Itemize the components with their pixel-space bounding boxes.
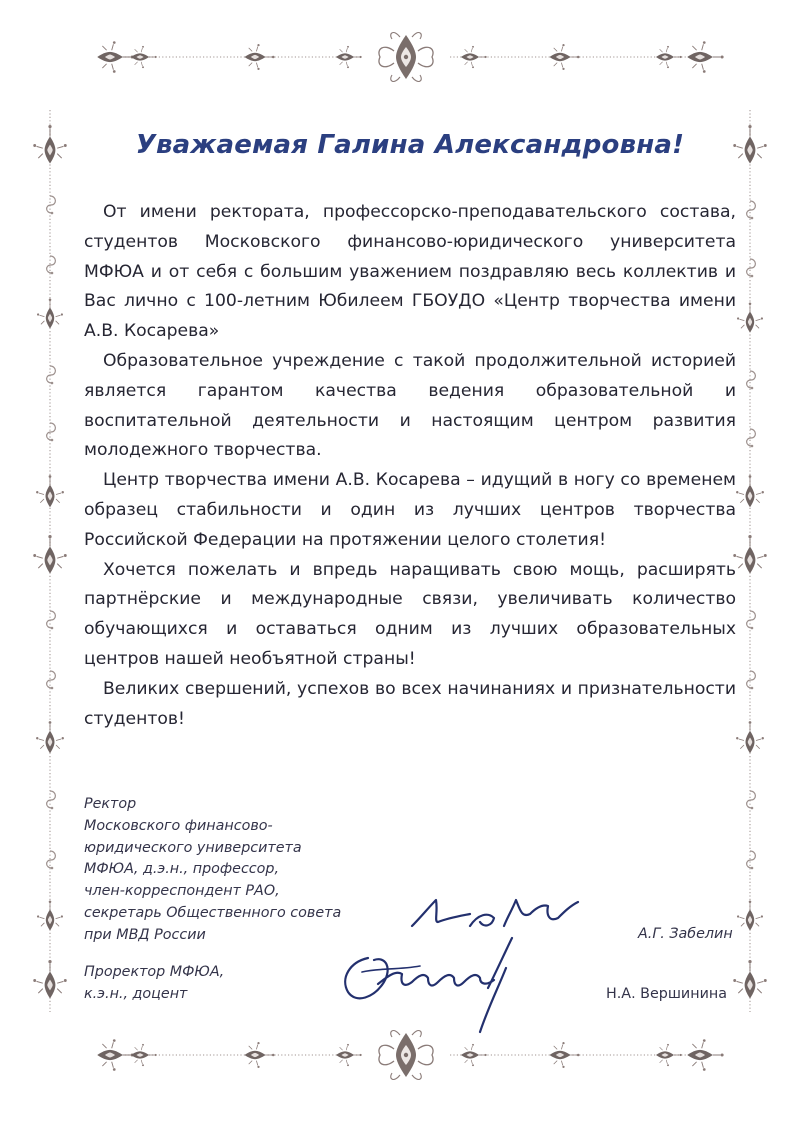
paragraph: От имени ректората, профессорско-преподавательского состава, студентов Московского финансово-юридического университета МФЮА и от себя с большим уважением поздравляю весь коллектив и Вас лично с 100-летним Юбилеем ГБОУДО «Центр творчества имени А.В. Косарева» <box>84 202 736 342</box>
paragraph: Великих свершений, успехов во всех начинаниях и признательности студентов! <box>84 678 736 729</box>
prorector-signature-icon <box>338 928 538 1038</box>
prorector-title: Проректор МФЮА, к.э.н., доцент <box>84 964 225 1002</box>
prorector-name: Н.А. Вершинина <box>606 986 727 1002</box>
paragraph: Центр творчества имени А.В. Косарева – идущий в ногу со временем образец стабильности и один из лучших центров творчества Российской Федерации на протяжении целого столетия! <box>84 470 736 550</box>
paragraph: Образовательное учреждение с такой продолжительной историей является гарантом качества ведения образовательной и воспитательной деятельности и настоящим центром развития молодежного творчества. <box>84 350 736 461</box>
paragraph: Хочется пожелать и впредь наращивать свою мощь, расширять партнёрские и международные связи, увеличивать количество обучающихся и оставаться одним из лучших образовательных центров нашей необъятной страны! <box>84 559 736 669</box>
letter-body <box>84 198 736 734</box>
rector-name: А.Г. Забелин <box>638 926 733 942</box>
salutation-heading: Уважаемая Галина Александровна! <box>135 130 685 160</box>
rector-title: Ректор Московского финансово- юридического университета МФЮА, д.э.н., профессор, член-корреспондент РАО, секретарь Общественного совета при МВД России <box>84 796 342 943</box>
